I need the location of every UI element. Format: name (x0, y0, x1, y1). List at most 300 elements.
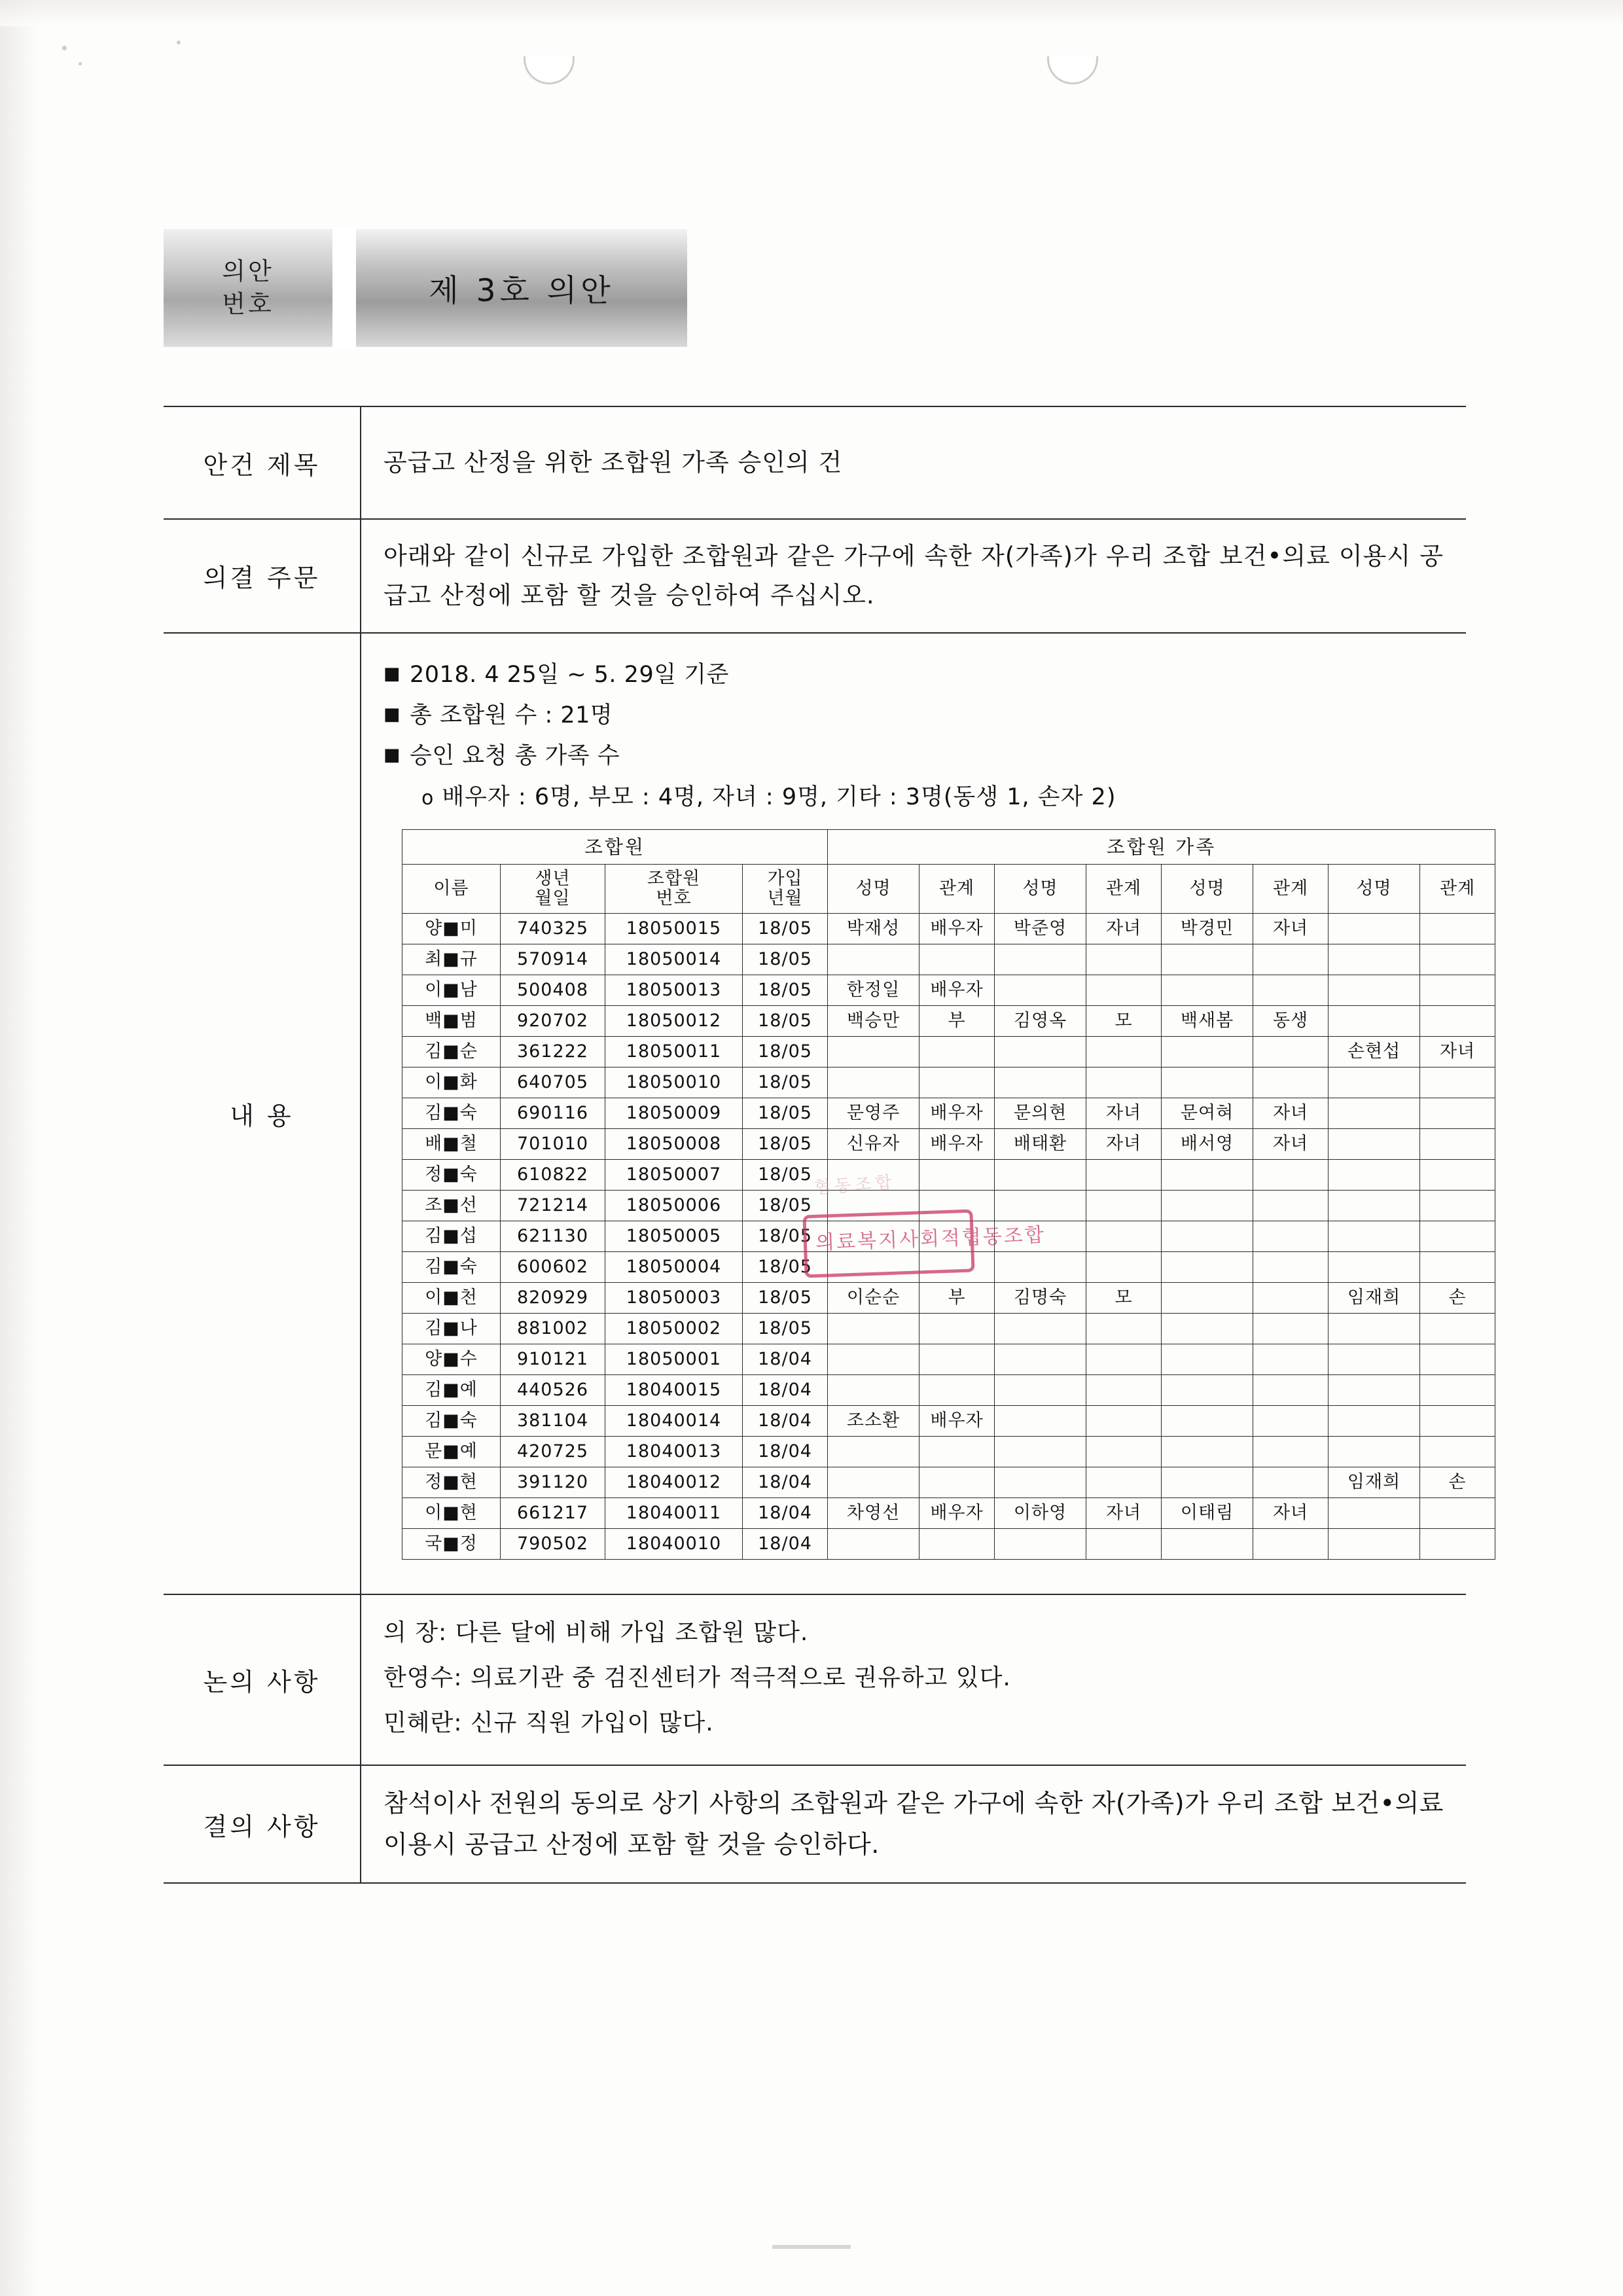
col-header-join: 가입 년월 (743, 865, 828, 914)
cell-family-name (995, 1160, 1086, 1191)
cell-family-relation: 배우자 (919, 975, 995, 1006)
cell-family-name (828, 1037, 919, 1067)
cell-family-name (1329, 1344, 1420, 1375)
cell-member-name: 이■천 (402, 1283, 501, 1314)
col-header-family-rel-2: 관계 (1086, 865, 1162, 914)
cell-family-relation (1420, 1344, 1495, 1375)
cell-family-name: 문여혀 (1162, 1098, 1253, 1129)
cell-member-join: 18/05 (743, 975, 828, 1006)
table-row (402, 1406, 1495, 1437)
table-row (402, 1098, 1495, 1129)
cell-family-name (1329, 1067, 1420, 1098)
cell-family-name: 배서영 (1162, 1129, 1253, 1160)
cell-family-relation (1253, 1406, 1329, 1437)
table-row (402, 1467, 1495, 1498)
cell-family-relation: 자녀 (1086, 1498, 1162, 1529)
cell-family-name (828, 1529, 919, 1560)
cell-family-name: 이하영 (995, 1498, 1086, 1529)
cell-member-birth: 621130 (501, 1221, 605, 1252)
cell-family-name (995, 1375, 1086, 1406)
cell-family-relation: 배우자 (919, 1498, 995, 1529)
subject-value: 공급고 산정을 위한 조합원 가족 승인의 건 (361, 406, 1466, 519)
page-title: 제 3호 의안 (356, 229, 687, 347)
cell-family-relation (1420, 1314, 1495, 1344)
cell-member-number: 18050008 (605, 1129, 743, 1160)
cell-family-name (828, 1375, 919, 1406)
cell-family-name (995, 1467, 1086, 1498)
cell-family-name (995, 1252, 1086, 1283)
cell-family-relation (919, 1529, 995, 1560)
cell-family-relation: 자녀 (1253, 1498, 1329, 1529)
cell-member-join: 18/05 (743, 1221, 828, 1252)
cell-family-relation (1420, 1129, 1495, 1160)
cell-member-number: 18050005 (605, 1221, 743, 1252)
cell-family-relation (1420, 1160, 1495, 1191)
cell-family-relation (919, 1067, 995, 1098)
cell-family-name (1329, 1252, 1420, 1283)
col-header-family-name-3: 성명 (1162, 865, 1253, 914)
cell-member-join: 18/04 (743, 1498, 828, 1529)
content-bullet-text-0: 2018. 4 25일 ~ 5. 29일 기준 (410, 661, 729, 688)
cell-family-name: 손현섭 (1329, 1037, 1420, 1067)
cell-family-name: 신유자 (828, 1129, 919, 1160)
cell-family-relation: 자녀 (1253, 1098, 1329, 1129)
cell-member-birth: 740325 (501, 914, 605, 944)
cell-member-name: 김■숙 (402, 1252, 501, 1283)
cell-family-name (995, 1344, 1086, 1375)
cell-family-name (1329, 1437, 1420, 1467)
cell-family-name (1162, 1191, 1253, 1221)
cell-family-relation (1253, 975, 1329, 1006)
col-header-family-rel-4: 관계 (1420, 865, 1495, 914)
decision-label: 결의 사항 (164, 1765, 361, 1883)
cell-family-relation (1086, 1037, 1162, 1067)
square-bullet-icon: ■ (383, 745, 401, 766)
table-row (402, 1529, 1495, 1560)
cell-member-birth: 420725 (501, 1437, 605, 1467)
cell-family-relation (1420, 1498, 1495, 1529)
cell-family-relation (1420, 1529, 1495, 1560)
cell-member-birth: 661217 (501, 1498, 605, 1529)
cell-family-relation (1420, 1406, 1495, 1437)
cell-member-name: 김■순 (402, 1037, 501, 1067)
cell-family-name (1162, 1437, 1253, 1467)
cell-member-name: 조■선 (402, 1191, 501, 1221)
cell-family-name: 문영주 (828, 1098, 919, 1129)
cell-member-join: 18/04 (743, 1467, 828, 1498)
cell-family-name (828, 1221, 919, 1252)
cell-family-name (1329, 1160, 1420, 1191)
cell-family-name (1162, 1406, 1253, 1437)
cell-family-relation (1253, 1191, 1329, 1221)
cell-member-number: 18050015 (605, 914, 743, 944)
cell-family-relation (1420, 1252, 1495, 1283)
cell-member-birth: 690116 (501, 1098, 605, 1129)
table-row-discussion (164, 1594, 1466, 1765)
cell-family-name (1329, 1314, 1420, 1344)
cell-member-join: 18/05 (743, 1314, 828, 1344)
cell-family-name (995, 944, 1086, 975)
cell-family-relation (1086, 1314, 1162, 1344)
cell-member-birth: 910121 (501, 1344, 605, 1375)
cell-family-name (1162, 975, 1253, 1006)
cell-family-name: 백새봄 (1162, 1006, 1253, 1037)
cell-family-name (1329, 1006, 1420, 1037)
resolution-label: 의결 주문 (164, 519, 361, 633)
col-header-birth: 생년 월일 (501, 865, 605, 914)
punch-hole-icon (1047, 56, 1098, 84)
cell-member-name: 양■미 (402, 914, 501, 944)
cell-member-birth: 610822 (501, 1160, 605, 1191)
col-header-member-no: 조합원 번호 (605, 865, 743, 914)
cell-family-name (1329, 1191, 1420, 1221)
cell-member-join: 18/05 (743, 914, 828, 944)
cell-family-relation (1253, 1314, 1329, 1344)
cell-family-relation (919, 1191, 995, 1221)
cell-family-relation (919, 1437, 995, 1467)
cell-family-relation: 배우자 (919, 1406, 995, 1437)
table-row (402, 1037, 1495, 1067)
resolution-value (361, 519, 1466, 633)
page-footer-mark (772, 2245, 851, 2249)
cell-family-relation: 자녀 (1420, 1037, 1495, 1067)
cell-member-birth: 790502 (501, 1529, 605, 1560)
col-header-family-rel-1: 관계 (919, 865, 995, 914)
cell-member-birth: 920702 (501, 1006, 605, 1037)
cell-family-name (995, 1529, 1086, 1560)
group-header-member: 조합원 (402, 830, 828, 865)
cell-family-name (995, 1067, 1086, 1098)
cell-family-name (828, 1160, 919, 1191)
cell-family-relation: 손 (1420, 1467, 1495, 1498)
cell-family-relation (1420, 1098, 1495, 1129)
cell-family-name (995, 1437, 1086, 1467)
discussion-label: 논의 사항 (164, 1594, 361, 1765)
cell-member-name: 정■현 (402, 1467, 501, 1498)
table-row (402, 914, 1495, 944)
table-row (402, 1437, 1495, 1467)
cell-family-relation (1253, 1437, 1329, 1467)
table-row-subject (164, 406, 1466, 519)
cell-member-number: 18050012 (605, 1006, 743, 1037)
cell-family-relation (1420, 944, 1495, 975)
scan-speck (177, 41, 181, 45)
cell-family-name: 차영선 (828, 1498, 919, 1529)
table-row (402, 1006, 1495, 1037)
resolution-paragraph: 아래와 같이 신규로 가입한 조합원과 같은 가구에 속한 자(가족)가 우리 조합 보건•의료 이용시 공급고 산정에 포함 할 것을 승인하여 주십시오. (383, 542, 1444, 609)
table-row (402, 1129, 1495, 1160)
cell-family-name: 박재성 (828, 914, 919, 944)
cell-family-name: 문의현 (995, 1098, 1086, 1129)
col-header-family-rel-3: 관계 (1253, 865, 1329, 914)
cell-family-relation (1253, 1375, 1329, 1406)
cell-family-name: 조소환 (828, 1406, 919, 1437)
cell-family-relation (1253, 1160, 1329, 1191)
cell-family-relation: 배우자 (919, 1098, 995, 1129)
content-subbullet (383, 777, 1444, 817)
table-row (402, 1191, 1495, 1221)
table-row (402, 975, 1495, 1006)
cell-family-name (828, 944, 919, 975)
cell-member-birth: 701010 (501, 1129, 605, 1160)
cell-family-name (828, 1467, 919, 1498)
members-table-group-header (402, 830, 1495, 865)
cell-member-birth: 881002 (501, 1314, 605, 1344)
decision-paragraph: 참석이사 전원의 동의로 상기 사항의 조합원과 같은 가구에 속한 자(가족)가 우리 조합 보건•의료 이용시 공급고 산정에 포함 할 것을 승인하다. (383, 1789, 1444, 1859)
document-header-badge (164, 229, 687, 347)
cell-family-name (1162, 1529, 1253, 1560)
discussion-line-0: 의 장: 다른 달에 비해 가입 조합원 많다. (383, 1619, 809, 1647)
stamp-faint-text: 협동조합 (813, 1172, 897, 1198)
cell-family-relation: 자녀 (1086, 1129, 1162, 1160)
cell-family-relation (1086, 1344, 1162, 1375)
cell-member-join: 18/05 (743, 1129, 828, 1160)
cell-member-number: 18040013 (605, 1437, 743, 1467)
discussion-value (361, 1594, 1466, 1765)
cell-family-relation (1253, 1037, 1329, 1067)
cell-member-number: 18040014 (605, 1406, 743, 1437)
group-header-family: 조합원 가족 (828, 830, 1495, 865)
cell-family-relation: 자녀 (1086, 914, 1162, 944)
cell-family-relation: 배우자 (919, 914, 995, 944)
cell-member-number: 18050007 (605, 1160, 743, 1191)
scan-speck (79, 62, 82, 65)
circle-bullet-icon: o (421, 786, 435, 810)
cell-family-name (995, 975, 1086, 1006)
content-bullet-text-2: 승인 요청 총 가족 수 (410, 743, 620, 770)
cell-family-relation (1253, 944, 1329, 975)
square-bullet-icon: ■ (383, 704, 401, 725)
cell-member-name: 양■수 (402, 1344, 501, 1375)
cell-family-name (1162, 1037, 1253, 1067)
col-header-family-name-1: 성명 (828, 865, 919, 914)
cell-family-name: 이태림 (1162, 1498, 1253, 1529)
cell-family-relation (1420, 1191, 1495, 1221)
cell-family-name: 배태환 (995, 1129, 1086, 1160)
agenda-number-label-line2: 번호 (222, 290, 274, 318)
cell-family-name: 박경민 (1162, 914, 1253, 944)
cell-member-name: 김■나 (402, 1314, 501, 1344)
content-bullet-1 (383, 695, 1444, 736)
cell-family-relation (919, 1344, 995, 1375)
cell-family-relation (1086, 975, 1162, 1006)
cell-family-relation (919, 1037, 995, 1067)
cell-family-relation (1253, 1467, 1329, 1498)
cell-member-name: 김■숙 (402, 1098, 501, 1129)
cell-member-number: 18050014 (605, 944, 743, 975)
cell-family-name: 김명숙 (995, 1283, 1086, 1314)
cell-family-relation (1253, 1344, 1329, 1375)
cell-family-relation (919, 1375, 995, 1406)
cell-family-name (828, 1437, 919, 1467)
cell-family-relation (1086, 1160, 1162, 1191)
cell-member-birth: 820929 (501, 1283, 605, 1314)
document-main-table (164, 406, 1476, 1884)
cell-family-relation: 자녀 (1253, 1129, 1329, 1160)
cell-family-name (1162, 1252, 1253, 1283)
content-bullet-0 (383, 655, 1444, 695)
cell-family-relation (1420, 914, 1495, 944)
cell-member-name: 김■숙 (402, 1406, 501, 1437)
cell-member-number: 18050009 (605, 1098, 743, 1129)
content-bullet-2 (383, 736, 1444, 776)
cell-member-name: 김■예 (402, 1375, 501, 1406)
cell-family-relation (1253, 1221, 1329, 1252)
cell-family-name: 박준영 (995, 914, 1086, 944)
cell-family-name (828, 1314, 919, 1344)
cell-family-relation: 모 (1086, 1283, 1162, 1314)
cell-family-relation (1086, 944, 1162, 975)
cell-member-join: 18/05 (743, 944, 828, 975)
cell-family-name (1329, 1529, 1420, 1560)
cell-member-join: 18/05 (743, 1191, 828, 1221)
discussion-line-2: 민혜란: 신규 직원 가입이 많다. (383, 1710, 714, 1737)
cell-member-name: 최■규 (402, 944, 501, 975)
cell-family-relation (1420, 1437, 1495, 1467)
cell-member-number: 18050011 (605, 1037, 743, 1067)
content-bullet-text-1: 총 조합원 수 : 21명 (410, 702, 613, 729)
col-header-name: 이름 (402, 865, 501, 914)
content-bullet-list (383, 655, 1444, 817)
cell-family-relation: 자녀 (1086, 1098, 1162, 1129)
content-label: 내 용 (164, 633, 361, 1594)
cell-family-name (1162, 1344, 1253, 1375)
scan-speck (62, 46, 67, 50)
cell-family-relation (1420, 1221, 1495, 1252)
cell-family-name (1329, 1498, 1420, 1529)
cell-family-name (1329, 1406, 1420, 1437)
cell-family-relation (1086, 1467, 1162, 1498)
agenda-number-label-line1: 의안 (222, 257, 274, 286)
cell-family-relation (1253, 1067, 1329, 1098)
table-row (402, 1252, 1495, 1283)
square-bullet-icon: ■ (383, 663, 401, 684)
cell-family-name (1162, 1283, 1253, 1314)
table-row (402, 1160, 1495, 1191)
cell-family-name: 김영옥 (995, 1006, 1086, 1037)
cell-family-name (995, 1406, 1086, 1437)
cell-member-number: 18040010 (605, 1529, 743, 1560)
cell-family-relation: 손 (1420, 1283, 1495, 1314)
cell-member-name: 문■예 (402, 1437, 501, 1467)
punch-hole-icon (524, 56, 575, 84)
cell-member-join: 18/05 (743, 1160, 828, 1191)
cell-family-name (1162, 1067, 1253, 1098)
cell-family-relation (1086, 1191, 1162, 1221)
cell-member-number: 18040012 (605, 1467, 743, 1498)
cell-family-relation (1420, 1067, 1495, 1098)
cell-member-join: 18/05 (743, 1252, 828, 1283)
col-header-family-name-2: 성명 (995, 865, 1086, 914)
table-row (402, 1314, 1495, 1344)
cell-member-number: 18050013 (605, 975, 743, 1006)
cell-member-number: 18050010 (605, 1067, 743, 1098)
scan-edge-left (0, 0, 38, 2296)
cell-member-birth: 361222 (501, 1037, 605, 1067)
cell-family-relation: 모 (1086, 1006, 1162, 1037)
cell-family-relation (1086, 1529, 1162, 1560)
cell-member-join: 18/04 (743, 1529, 828, 1560)
cell-family-relation: 부 (919, 1006, 995, 1037)
cell-member-number: 18040011 (605, 1498, 743, 1529)
cell-member-birth: 721214 (501, 1191, 605, 1221)
cell-member-birth: 640705 (501, 1067, 605, 1098)
cell-member-birth: 381104 (501, 1406, 605, 1437)
badge-divider (332, 229, 356, 347)
cell-member-join: 18/05 (743, 1067, 828, 1098)
cell-family-relation: 부 (919, 1283, 995, 1314)
cell-member-join: 18/05 (743, 1037, 828, 1067)
cell-member-number: 18040015 (605, 1375, 743, 1406)
cell-member-birth: 440526 (501, 1375, 605, 1406)
cell-member-join: 18/04 (743, 1406, 828, 1437)
cell-family-name (1329, 1098, 1420, 1129)
table-row-content (164, 633, 1466, 1594)
cell-member-birth: 570914 (501, 944, 605, 975)
cell-family-relation: 자녀 (1253, 914, 1329, 944)
cell-family-relation (1420, 975, 1495, 1006)
cell-member-name: 김■섭 (402, 1221, 501, 1252)
cell-family-name (1329, 944, 1420, 975)
cell-member-join: 18/04 (743, 1344, 828, 1375)
table-row (402, 1344, 1495, 1375)
cell-family-name (995, 1314, 1086, 1344)
cell-family-name (995, 1191, 1086, 1221)
cell-family-name (1162, 1314, 1253, 1344)
members-table-column-header (402, 865, 1495, 914)
cell-member-join: 18/05 (743, 1098, 828, 1129)
cell-family-relation (919, 1160, 995, 1191)
cell-family-name: 이순순 (828, 1283, 919, 1314)
decision-value (361, 1765, 1466, 1883)
cell-member-join: 18/04 (743, 1437, 828, 1467)
cell-member-birth: 600602 (501, 1252, 605, 1283)
cell-family-name (1162, 1221, 1253, 1252)
members-table-body (402, 914, 1495, 1560)
cell-family-relation (1086, 1375, 1162, 1406)
cell-family-relation (1253, 1283, 1329, 1314)
cell-family-name (828, 1344, 919, 1375)
table-row (402, 1067, 1495, 1098)
table-row (402, 1221, 1495, 1252)
content-subbullet-text: 배우자 : 6명, 부모 : 4명, 자녀 : 9명, 기타 : 3명(동생 1, 손자 2) (442, 783, 1116, 810)
cell-family-relation (1086, 1067, 1162, 1098)
cell-member-name: 이■현 (402, 1498, 501, 1529)
cell-family-relation (1420, 1375, 1495, 1406)
cell-family-relation (1086, 1437, 1162, 1467)
cell-family-name (828, 1067, 919, 1098)
cell-family-name (1162, 1467, 1253, 1498)
cell-family-relation (1086, 1221, 1162, 1252)
cell-family-relation: 동생 (1253, 1006, 1329, 1037)
cell-member-birth: 500408 (501, 975, 605, 1006)
cell-family-name (828, 1252, 919, 1283)
cell-member-name: 정■숙 (402, 1160, 501, 1191)
table-row-decision (164, 1765, 1466, 1883)
cell-family-relation (1086, 1252, 1162, 1283)
cell-member-join: 18/05 (743, 1006, 828, 1037)
cell-family-relation (919, 1467, 995, 1498)
cell-family-name (1329, 1221, 1420, 1252)
table-row (402, 1498, 1495, 1529)
cell-member-number: 18050006 (605, 1191, 743, 1221)
cell-family-name (1329, 1375, 1420, 1406)
scan-edge-top (0, 0, 1623, 26)
cell-family-relation (919, 944, 995, 975)
cell-family-name: 한정일 (828, 975, 919, 1006)
col-header-family-name-4: 성명 (1329, 865, 1420, 914)
cell-family-name (1329, 914, 1420, 944)
